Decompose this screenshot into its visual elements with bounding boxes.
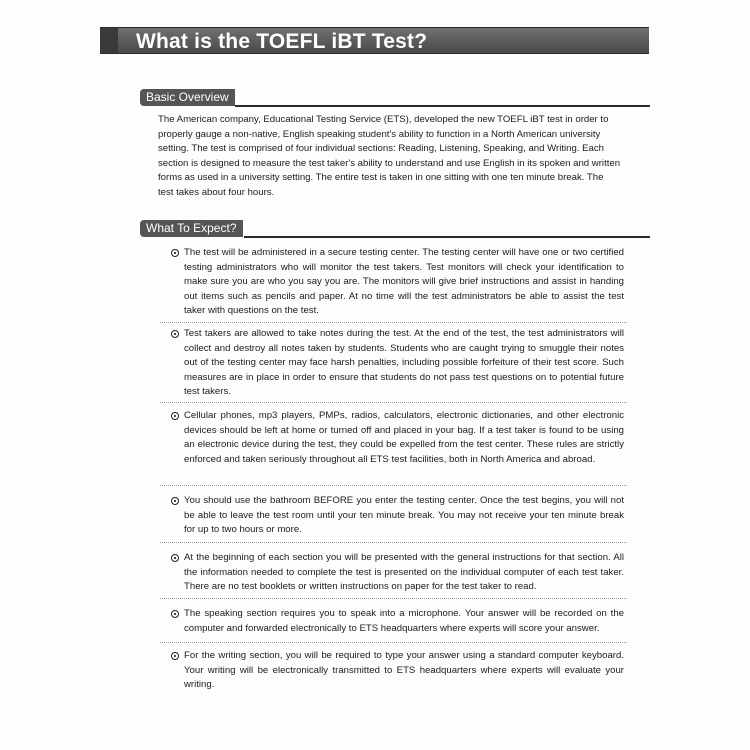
section-rule xyxy=(235,105,650,107)
list-item-text: For the writing section, you will be required to type your answer using a standard computer keyboard. Your writing will be electronically transmitted to ETS headquarters where experts will evaluate your writing. xyxy=(184,650,624,691)
divider xyxy=(160,485,627,486)
title-banner xyxy=(100,27,649,54)
bullet-icon xyxy=(171,610,179,618)
list-item-text: The speaking section requires you to speak into a microphone. Your answer will be recorded on the computer and forwarded electronically to ETS headquarters where experts will score your answer. xyxy=(184,608,624,634)
list-item-text: At the beginning of each section you will be presented with the general instructions for that section. All the information needed to complete the test is presented on the individual computer of each test taker. There are no test booklets or written instructions on paper for the test taker to read. xyxy=(184,552,624,593)
section-rule xyxy=(244,236,650,238)
bullet-icon xyxy=(171,330,179,338)
divider xyxy=(160,402,627,403)
bullet-icon xyxy=(171,249,179,257)
list-item-text: You should use the bathroom BEFORE you enter the testing center. Once the test begins, you will not be able to leave the test room until your ten minute break. You may not receive your ten minute break for up to two hours or more. xyxy=(184,495,624,536)
what-to-expect-heading xyxy=(140,220,650,238)
list-item-text: Test takers are allowed to take notes during the test. At the end of the test, the test administrators will collect and destroy all notes taken by students. Students who are caught trying to smuggle their notes out of the testing center may face harsh penalties, including possible forfeiture of their test score. Such measures are in place in order to ensure that students do not pass test questions on to potential future test takers. xyxy=(184,328,624,398)
overview-paragraph: The American company, Educational Testing Service (ETS), developed the new TOEFL iBT test in order to properly gauge a non-native, English speaking student's ability to function in a North American university setting. The test is comprised of four individual sections: Reading, Listening, Speaking, and Writing. Each section is designed to measure the test taker's ability to understand and use English in its spoken and written forms as used in a university setting. The entire test is taken in one sitting with one ten minute break. The test takes about four hours. xyxy=(158,114,621,198)
divider xyxy=(160,542,627,543)
divider xyxy=(160,598,627,599)
bullet-icon xyxy=(171,497,179,505)
page-title: What is the TOEFL iBT Test? xyxy=(136,30,428,53)
section-label: Basic Overview xyxy=(140,89,235,106)
title-banner-shade xyxy=(100,28,118,53)
divider xyxy=(160,322,627,323)
bullet-icon xyxy=(171,412,179,420)
section-label: What To Expect? xyxy=(140,220,243,237)
basic-overview-heading xyxy=(140,89,650,107)
bullet-icon xyxy=(171,554,179,562)
bullet-icon xyxy=(171,652,179,660)
list-item-text: The test will be administered in a secure testing center. The testing center will have one or two certified testing administrators who will monitor the test takers. Test monitors will check your identification to make sure you are who you say you are. The monitors will give brief instructions and assist in handing out items such as pencils and paper. At no time will the test administrators be able to assist the test taker with questions on the test. xyxy=(184,247,624,317)
divider xyxy=(160,642,627,643)
list-item-text: Cellular phones, mp3 players, PMPs, radios, calculators, electronic dictionaries, and other electronic devices should be left at home or turned off and placed in your bag. If a test taker is found to be using an electronic device during the test, they could be expelled from the test center. These rules are strictly enforced and taken seriously throughout all ETS test facilities, both in North America and abroad. xyxy=(184,410,624,465)
